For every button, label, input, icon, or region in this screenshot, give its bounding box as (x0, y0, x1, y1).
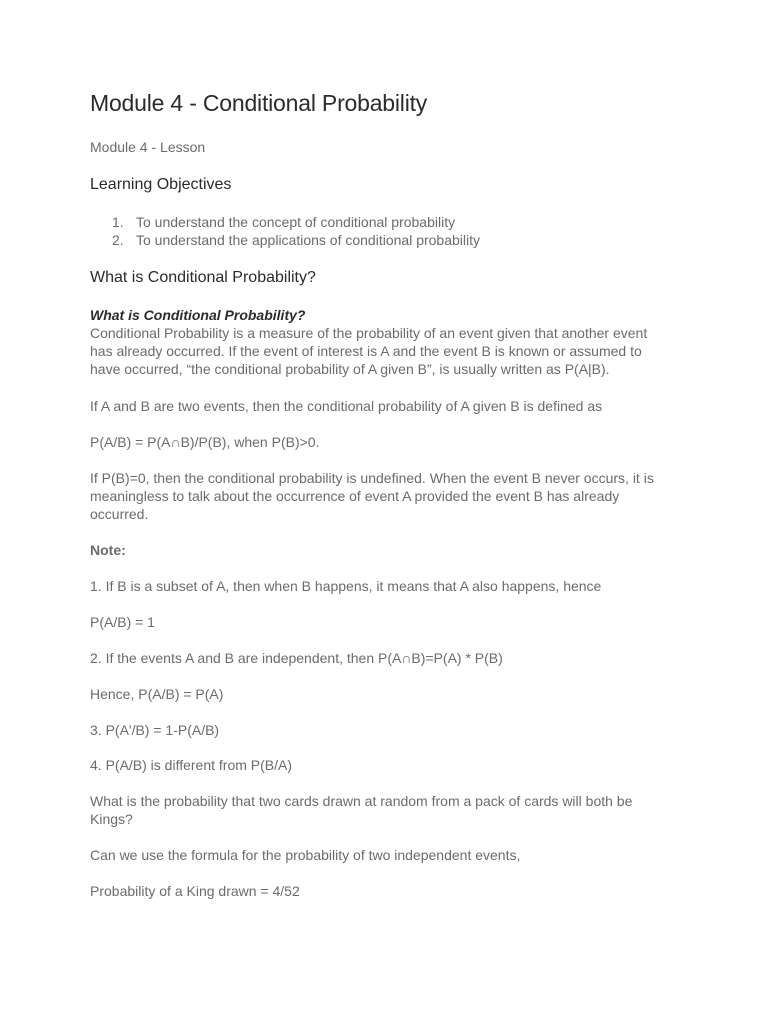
note-2-result: Hence, P(A/B) = P(A) (90, 686, 224, 702)
section-heading: What is Conditional Probability? (90, 269, 316, 286)
note-4: 4. P(A/B) is different from P(B/A) (90, 757, 293, 773)
definition-block (90, 306, 680, 378)
definition-line: have occurred, “the conditional probability of A given B”, is usually written as P(A|B). (90, 361, 610, 377)
conditional-formula: P(A/B) = P(A∩B)/P(B), when P(B)>0. (90, 434, 320, 450)
note-2: 2. If the events A and B are independent, then P(A∩B)=P(A) * P(B) (90, 650, 503, 666)
list-item-text: To understand the concept of conditional probability (136, 214, 456, 230)
objectives-list (90, 213, 480, 249)
question-paragraph (90, 792, 680, 828)
paragraph-line: Kings? (90, 811, 133, 827)
definition-line: Conditional Probability is a measure of the probability of an event given that another event (90, 325, 648, 341)
undefined-paragraph (90, 469, 680, 523)
note-1-formula: P(A/B) = 1 (90, 614, 155, 630)
section-subheading: What is Conditional Probability? (90, 307, 306, 323)
list-item (90, 231, 480, 249)
list-item (90, 213, 480, 231)
paragraph-line: What is the probability that two cards drawn at random from a pack of cards will both be (90, 793, 633, 809)
paragraph-line: meaningless to talk about the occurrence of event A provided the event B has already (90, 488, 620, 504)
list-item-number: 2. (112, 232, 124, 248)
definition-line: has already occurred. If the event of interest is A and the event B is known or assumed to (90, 343, 642, 359)
paragraph-line: occurred. (90, 506, 149, 522)
paragraph-line: If P(B)=0, then the conditional probability is undefined. When the event B never occurs, it is (90, 470, 654, 486)
note-3: 3. P(A'/B) = 1-P(A/B) (90, 722, 220, 738)
formula-question: Can we use the formula for the probability of two independent events, (90, 847, 521, 863)
learning-objectives-heading: Learning Objectives (90, 176, 232, 193)
page-title: Module 4 - Conditional Probability (90, 90, 428, 116)
definition-intro: If A and B are two events, then the conditional probability of A given B is defined as (90, 398, 603, 414)
note-1: 1. If B is a subset of A, then when B happens, it means that A also happens, hence (90, 578, 602, 594)
list-item-number: 1. (112, 214, 124, 230)
page-subtitle: Module 4 - Lesson (90, 139, 206, 155)
king-probability: Probability of a King drawn = 4/52 (90, 883, 300, 899)
list-item-text: To understand the applications of conditional probability (136, 232, 481, 248)
note-label: Note: (90, 542, 126, 558)
